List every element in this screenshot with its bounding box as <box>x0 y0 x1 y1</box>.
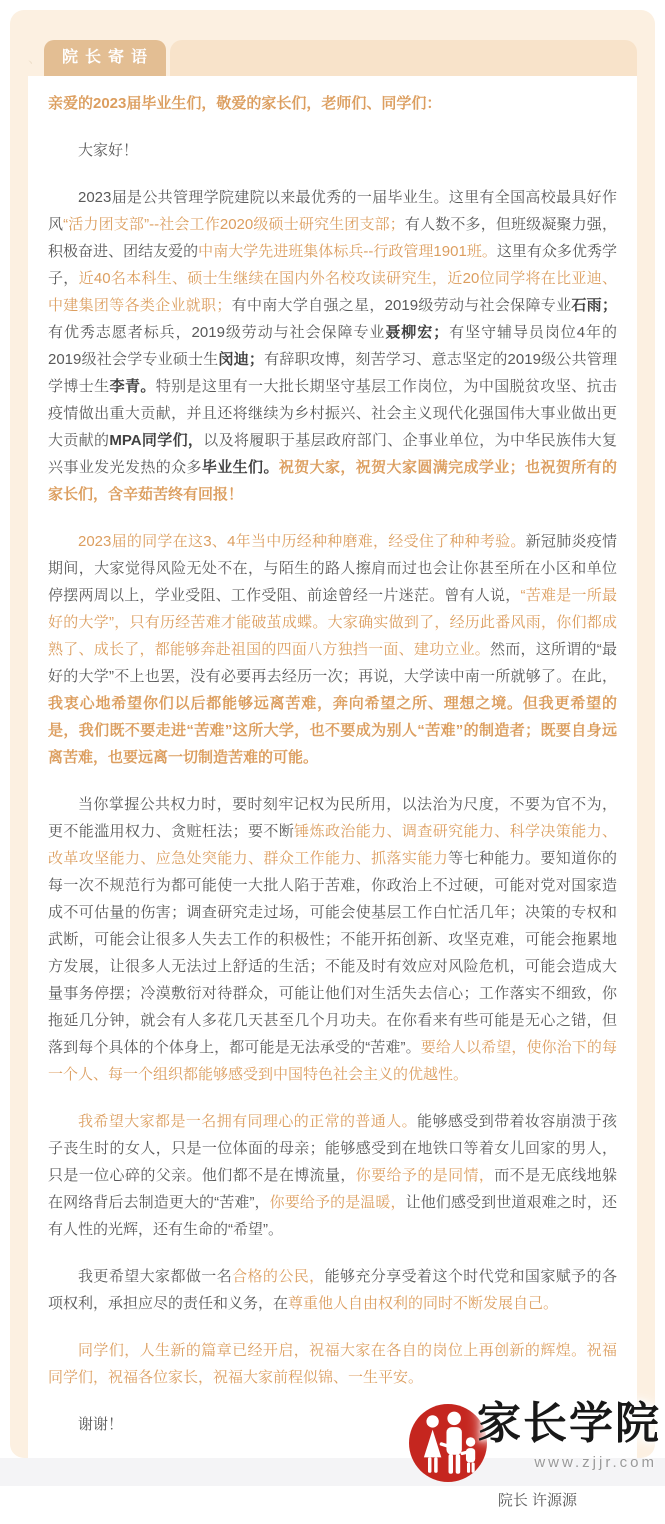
text-run: 中南大学先进班集体标兵--行政管理1901班。 <box>198 243 497 260</box>
text-run: 毕业生们。 <box>201 459 279 476</box>
paragraph <box>48 1263 617 1317</box>
text-run: MPA同学们， <box>109 432 204 449</box>
paragraph <box>48 791 617 1088</box>
text-run: 有人数不多，但班级凝聚力强，积极奋进、团结友爱的 <box>48 216 617 260</box>
paragraph <box>48 1108 617 1243</box>
text-run: 有中南大学自强之星，2019级劳动与社会保障专业 <box>231 297 572 314</box>
text-run: 然而，这所谓的“最好的大学”不上也罢，没有必要再去经历一次；再说，大学读中南一所就够了。在此， <box>48 641 617 685</box>
text-run: 同学们，人生新的篇章已经开启，祝福大家在各自的岗位上再创新的辉煌。祝福同学们，祝福各位家长，祝福大家前程似锦、一生平安。 <box>48 1342 617 1386</box>
text-run: 尊重他人自由权利的同时不断发展自己。 <box>288 1295 559 1312</box>
text-run: 能够充分享受着这个时代党和国家赋予的各项权利，承担应尽的责任和义务，在 <box>48 1268 617 1312</box>
text-run: 当你掌握公共权力时，要时刻牢记权为民所用，以法治为尺度，不要为官不为，更不能滥用权力、贪赃枉法；要不断 <box>48 796 617 840</box>
paragraph <box>48 90 617 117</box>
text-run: 你要给予的是温暖， <box>269 1194 406 1211</box>
text-run: 有优秀志愿者标兵，2019级劳动与社会保障专业 <box>48 324 386 341</box>
section-tab-label: 院长寄语 <box>62 49 155 66</box>
text-run: 谢谢！ <box>78 1416 124 1433</box>
text-run: 合格的公民， <box>232 1268 325 1285</box>
header-strip <box>170 40 637 76</box>
text-run: 亲爱的2023届毕业生们，敬爱的家长们，老师们、同学们： <box>48 95 442 112</box>
text-run: 2023届的同学在这3、4年当中历经种种磨难，经受住了种种考验。 <box>78 533 526 550</box>
text-run: 祝贺大家，祝贺大家圆满完成学业；也祝贺所有的家长们，含辛茹苦终有回报！ <box>48 459 617 503</box>
text-run: 李青。 <box>109 378 156 395</box>
text-run: 新冠肺炎疫情期间，大家觉得风险无处不在，与陌生的路人擦肩而过也会让你甚至所在小区和单位停摆两周以上，学业受阻、工作受阻、前途曾经一片迷茫。曾有人说， <box>48 533 617 604</box>
section-tab-dean-message <box>44 40 166 76</box>
watermark-title: 家长学院 <box>477 1399 661 1448</box>
text-run: “苦难是一所最好的大学”，只有历经苦难才能破茧成蝶。大家确实做到了，经历此番风雨，你们都成熟了、成长了，都能够奔赴祖国的四面八方独挡一面、建功立业。 <box>48 587 617 658</box>
text-run: “活力团支部”--社会工作2020级硕士研究生团支部； <box>63 216 405 233</box>
watermark-url: www.zjjr.com <box>534 1454 657 1471</box>
text-run: 有辞职攻博，刻苦学习、意志坚定的2019级公共管理学博士生 <box>48 351 617 395</box>
watermark-text <box>477 1400 661 1474</box>
text-run: 而不是无底线地躲在网络背后去制造更大的“苦难”， <box>48 1167 617 1211</box>
text-run: 能够感受到带着妆容崩溃于孩子丧生时的女人，只是一位体面的母亲；能够感受到在地铁口等着女儿回家的男人，只是一位心碎的父亲。他们都不是在博流量， <box>48 1113 617 1184</box>
paragraph <box>48 1337 617 1391</box>
text-run: 等七种能力。要知道你的每一次不规范行为都可能使一大批人陷于苦难，你政治上不过硬，可能对党对国家造成不可估量的伤害；调查研究走过场，可能会使基层工作白忙活几年；决策的专权和武断，可能会让很多人失去工作的积极性；不能开拓创新、攻坚克难，可能会拖累地方发展，让很多人无法过上舒适的生活；不能及时有效应对风险危机，可能会造成大量事务停摆；冷漠敷衍对待群众，可能让他们对生活失去信心；工作落实不细致，你拖延几分钟，就会有人多花几天甚至几个月功夫。在你看来有些可能是无心之错，但落到每个具体的个体身上，都可能是无法承受的“苦难”。 <box>48 850 617 1056</box>
article-panel <box>28 76 637 1524</box>
text-run: 2023届是公共管理学院建院以来最优秀的一届毕业生。这里有全国高校最具好作风 <box>48 189 617 233</box>
text-run: 要给人以希望，使你治下的每一个人、每一个组织都能够感受到中国特色社会主义的优越性。 <box>48 1039 617 1083</box>
text-run: 聂柳宏； <box>385 324 449 341</box>
article <box>48 90 617 1438</box>
text-run: 有坚守辅导员岗位4年的2019级社会学专业硕士生 <box>48 324 618 368</box>
text-run: 你要给予的是同情， <box>355 1167 495 1184</box>
text-run: 让他们感受到世道艰难之时，还有人性的光辉，还有生命的“希望”。 <box>48 1194 617 1238</box>
signature-dean: 院长 许源源 <box>497 1492 577 1509</box>
text-run: 近40名本科生、硕士生继续在国内外名校攻读研究生，近20位同学将在比亚迪、中建集团等各类企业就职； <box>48 270 617 314</box>
paragraph <box>48 137 617 164</box>
card-header <box>28 40 637 76</box>
decorative-tick-icon: 、 <box>28 50 42 66</box>
text-run: 锤炼政治能力、调查研究能力、科学决策能力、改革攻坚能力、应急处突能力、群众工作能力、抓落实能力 <box>48 823 617 867</box>
text-run: 石雨； <box>571 297 617 314</box>
text-run: 这里有众多优秀学子， <box>48 243 617 287</box>
text-run: 我希望大家都是一名拥有同理心的正常的普通人。 <box>78 1113 418 1130</box>
text-run: 我更希望大家都做一名 <box>78 1268 233 1285</box>
paragraph <box>48 184 617 508</box>
text-run: 大家好！ <box>78 142 139 159</box>
text-run: 特别是这里有一大批长期坚守基层工作岗位，为中国脱贫攻坚、抗击疫情做出重大贡献，并且还将继续为乡村振兴、社会主义现代化强国伟大事业做出更大贡献的 <box>48 378 617 449</box>
text-run: 以及将履职于基层政府部门、企事业单位，为中华民族伟大复兴事业发光发热的众多 <box>48 432 617 476</box>
text-run: 闵迪； <box>218 351 264 368</box>
watermark <box>409 1400 661 1484</box>
family-logo-icon <box>409 1404 487 1482</box>
text-run: 我衷心地希望你们以后都能够远离苦难，奔向希望之所、理想之境。但我更希望的是，我们既不要走进“苦难”这所大学，也不要成为别人“苦难”的制造者；既要自身远离苦难，也要远离一切制造苦难的可能。 <box>48 695 617 766</box>
paragraph <box>48 528 617 771</box>
